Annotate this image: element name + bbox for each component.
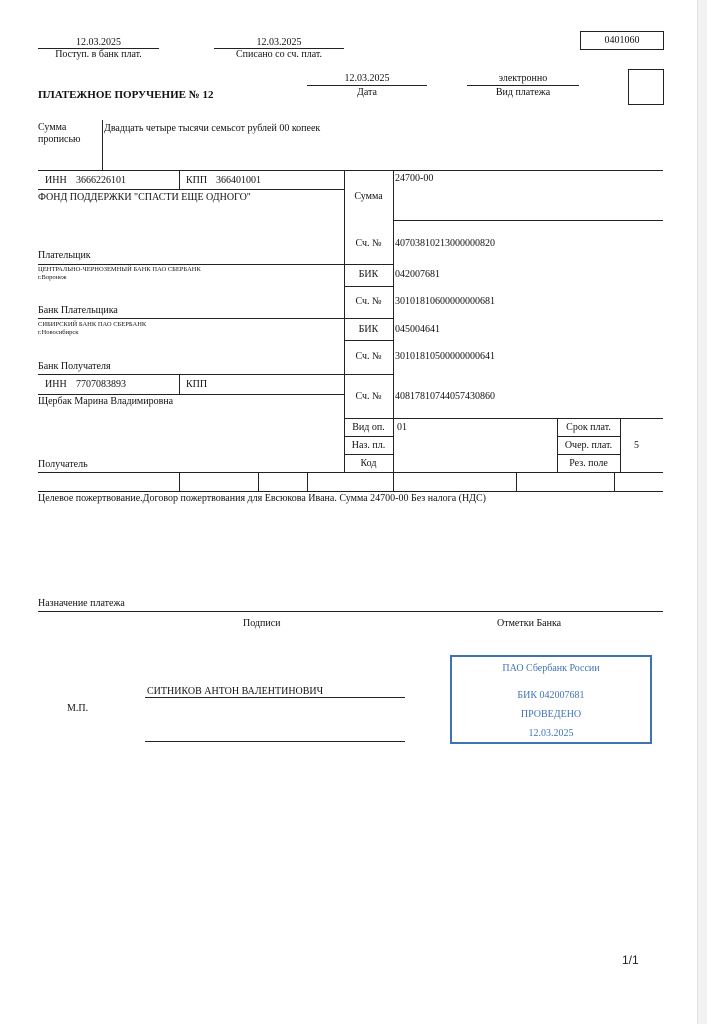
reserve-label: Рез. поле (569, 458, 608, 469)
priority-label: Очер. плат. (564, 440, 613, 451)
amount-words-divider (102, 120, 103, 170)
payee-bank-bik-label: БИК (358, 324, 379, 335)
rule-payee-inn (38, 394, 344, 395)
received-date: 12.03.2025 (76, 37, 121, 48)
payee-inn-kpp-divider (179, 374, 180, 394)
amount-words-label-2: прописью (38, 134, 81, 145)
form-code: 0401060 (604, 35, 640, 46)
payer-inn-kpp-divider (179, 170, 180, 189)
payer-inn: 3666226101 (76, 175, 126, 186)
payer-account-label: Сч. № (355, 238, 382, 249)
payee-bank-name: СИБИРСКИЙ БАНК ПАО СБЕРБАНК (38, 321, 147, 328)
rule-payee (38, 472, 663, 473)
rule-payer-bank (38, 318, 393, 319)
payer-bank-label: Банк Плательщика (38, 305, 118, 316)
payee-bank-bik: 045004641 (395, 324, 440, 335)
tax-col-5 (516, 472, 517, 491)
stamp-date: 12.03.2025 (528, 728, 574, 739)
payer-bank-city: г.Воронеж (38, 274, 67, 281)
vertical-scrollbar[interactable] (697, 0, 707, 1024)
rule-code-right (557, 454, 620, 455)
payer-kpp-label: КПП (186, 175, 208, 186)
tax-col-2 (258, 472, 259, 491)
debited-date: 12.03.2025 (256, 37, 302, 48)
priority: 5 (634, 440, 639, 451)
tax-col-4 (393, 472, 394, 491)
rule-purpose-code-right (557, 436, 620, 437)
rule-tax-row (38, 491, 663, 492)
amount-words-label-1: Сумма (38, 122, 67, 133)
signature-line-1 (145, 697, 405, 698)
payer-bank-account: 30101810600000000681 (395, 296, 495, 307)
payment-type: электронно (498, 73, 548, 84)
op-type-label: Вид оп. (352, 422, 385, 433)
document-date: 12.03.2025 (344, 73, 390, 84)
payee-label: Получатель (38, 459, 88, 470)
payer-kpp: 366401001 (216, 175, 261, 186)
rule-payee-bank-bik (344, 340, 393, 341)
rule-payer (38, 264, 393, 265)
op-type: 01 (397, 422, 407, 433)
page-indicator: 1/1 (622, 953, 639, 967)
payee-bank-account-label: Сч. № (355, 351, 382, 362)
rule-code (344, 454, 393, 455)
signatures-label: Подписи (243, 618, 281, 629)
stamp-bik: БИК 042007681 (517, 690, 585, 701)
payment-type-label: Вид платежа (495, 87, 551, 98)
rule-top (38, 170, 663, 171)
rule-operation (344, 418, 663, 419)
stamp-bank: ПАО Сбербанк России (502, 663, 600, 674)
col-values-left (393, 170, 394, 472)
payee-bank-city: г.Новосибирск (38, 329, 79, 336)
purpose-label: Назначение платежа (38, 598, 125, 609)
amount-label: Сумма (354, 191, 383, 202)
document-date-label: Дата (357, 87, 377, 98)
bank-stamp (450, 655, 652, 744)
col-term-right (620, 418, 621, 472)
received-label: Поступ. в банк плат. (55, 49, 142, 60)
payee-bank-account: 30101810500000000641 (395, 351, 495, 362)
payee-bank-label: Банк Получателя (38, 361, 111, 372)
form-code-box (580, 31, 664, 50)
amount-value: 24700-00 (395, 173, 434, 184)
stamp-place-label: М.П. (67, 703, 89, 714)
purpose-text: Целевое пожертвование.Договор пожертвования для Евсюкова Ивана. Сумма 24700-00 Без налога (НДС) (38, 493, 487, 504)
rule-purpose-code (344, 436, 393, 437)
term-label: Срок плат. (566, 422, 611, 433)
signature-line-2 (145, 741, 405, 742)
payee-account: 40817810744057430860 (395, 391, 495, 402)
signer-name: СИТНИКОВ АНТОН ВАЛЕНТИНОВИЧ (147, 686, 324, 697)
payer-name: ФОНД ПОДДЕРЖКИ "СПАСТИ ЕЩЕ ОДНОГО" (38, 192, 251, 203)
rule-amount (393, 220, 663, 221)
document-title: ПЛАТЕЖНОЕ ПОРУЧЕНИЕ № 12 (38, 89, 214, 101)
tax-col-3 (307, 472, 308, 491)
payee-kpp-label: КПП (186, 379, 208, 390)
payee-inn: 7707083893 (76, 379, 126, 390)
rule-payer-inn (38, 189, 344, 190)
payee-name: Щербак Марина Владимировна (38, 396, 174, 407)
code-label: Код (360, 458, 377, 469)
rule-payee-bank (38, 374, 393, 375)
rule-purpose (38, 611, 663, 612)
tax-col-6 (614, 472, 615, 491)
empty-code-box (628, 69, 664, 105)
payer-inn-label: ИНН (45, 175, 67, 186)
payment-type-line (467, 85, 579, 86)
rule-payer-bank-bik (344, 286, 393, 287)
payer-bank-account-label: Сч. № (355, 296, 382, 307)
payee-inn-label: ИНН (45, 379, 67, 390)
document-date-line (307, 85, 427, 86)
tax-col-1 (179, 472, 180, 491)
purpose-code-label: Наз. пл. (351, 440, 386, 451)
debited-label: Списано со сч. плат. (235, 49, 323, 60)
amount-words: Двадцать четыре тысячи семьсот рублей 00 копеек (104, 123, 321, 134)
payer-account: 40703810213000000820 (395, 238, 495, 249)
payer-label: Плательщик (38, 250, 91, 261)
payer-bank-name: ЦЕНТРАЛЬНО-ЧЕРНОЗЕМНЫЙ БАНК ПАО СБЕРБАНК (38, 266, 201, 273)
bank-marks-label: Отметки Банка (497, 618, 562, 629)
payer-bank-bik-label: БИК (358, 269, 379, 280)
stamp-status: ПРОВЕДЕНО (520, 709, 582, 720)
payee-account-label: Сч. № (355, 391, 382, 402)
payer-bank-bik: 042007681 (395, 269, 440, 280)
